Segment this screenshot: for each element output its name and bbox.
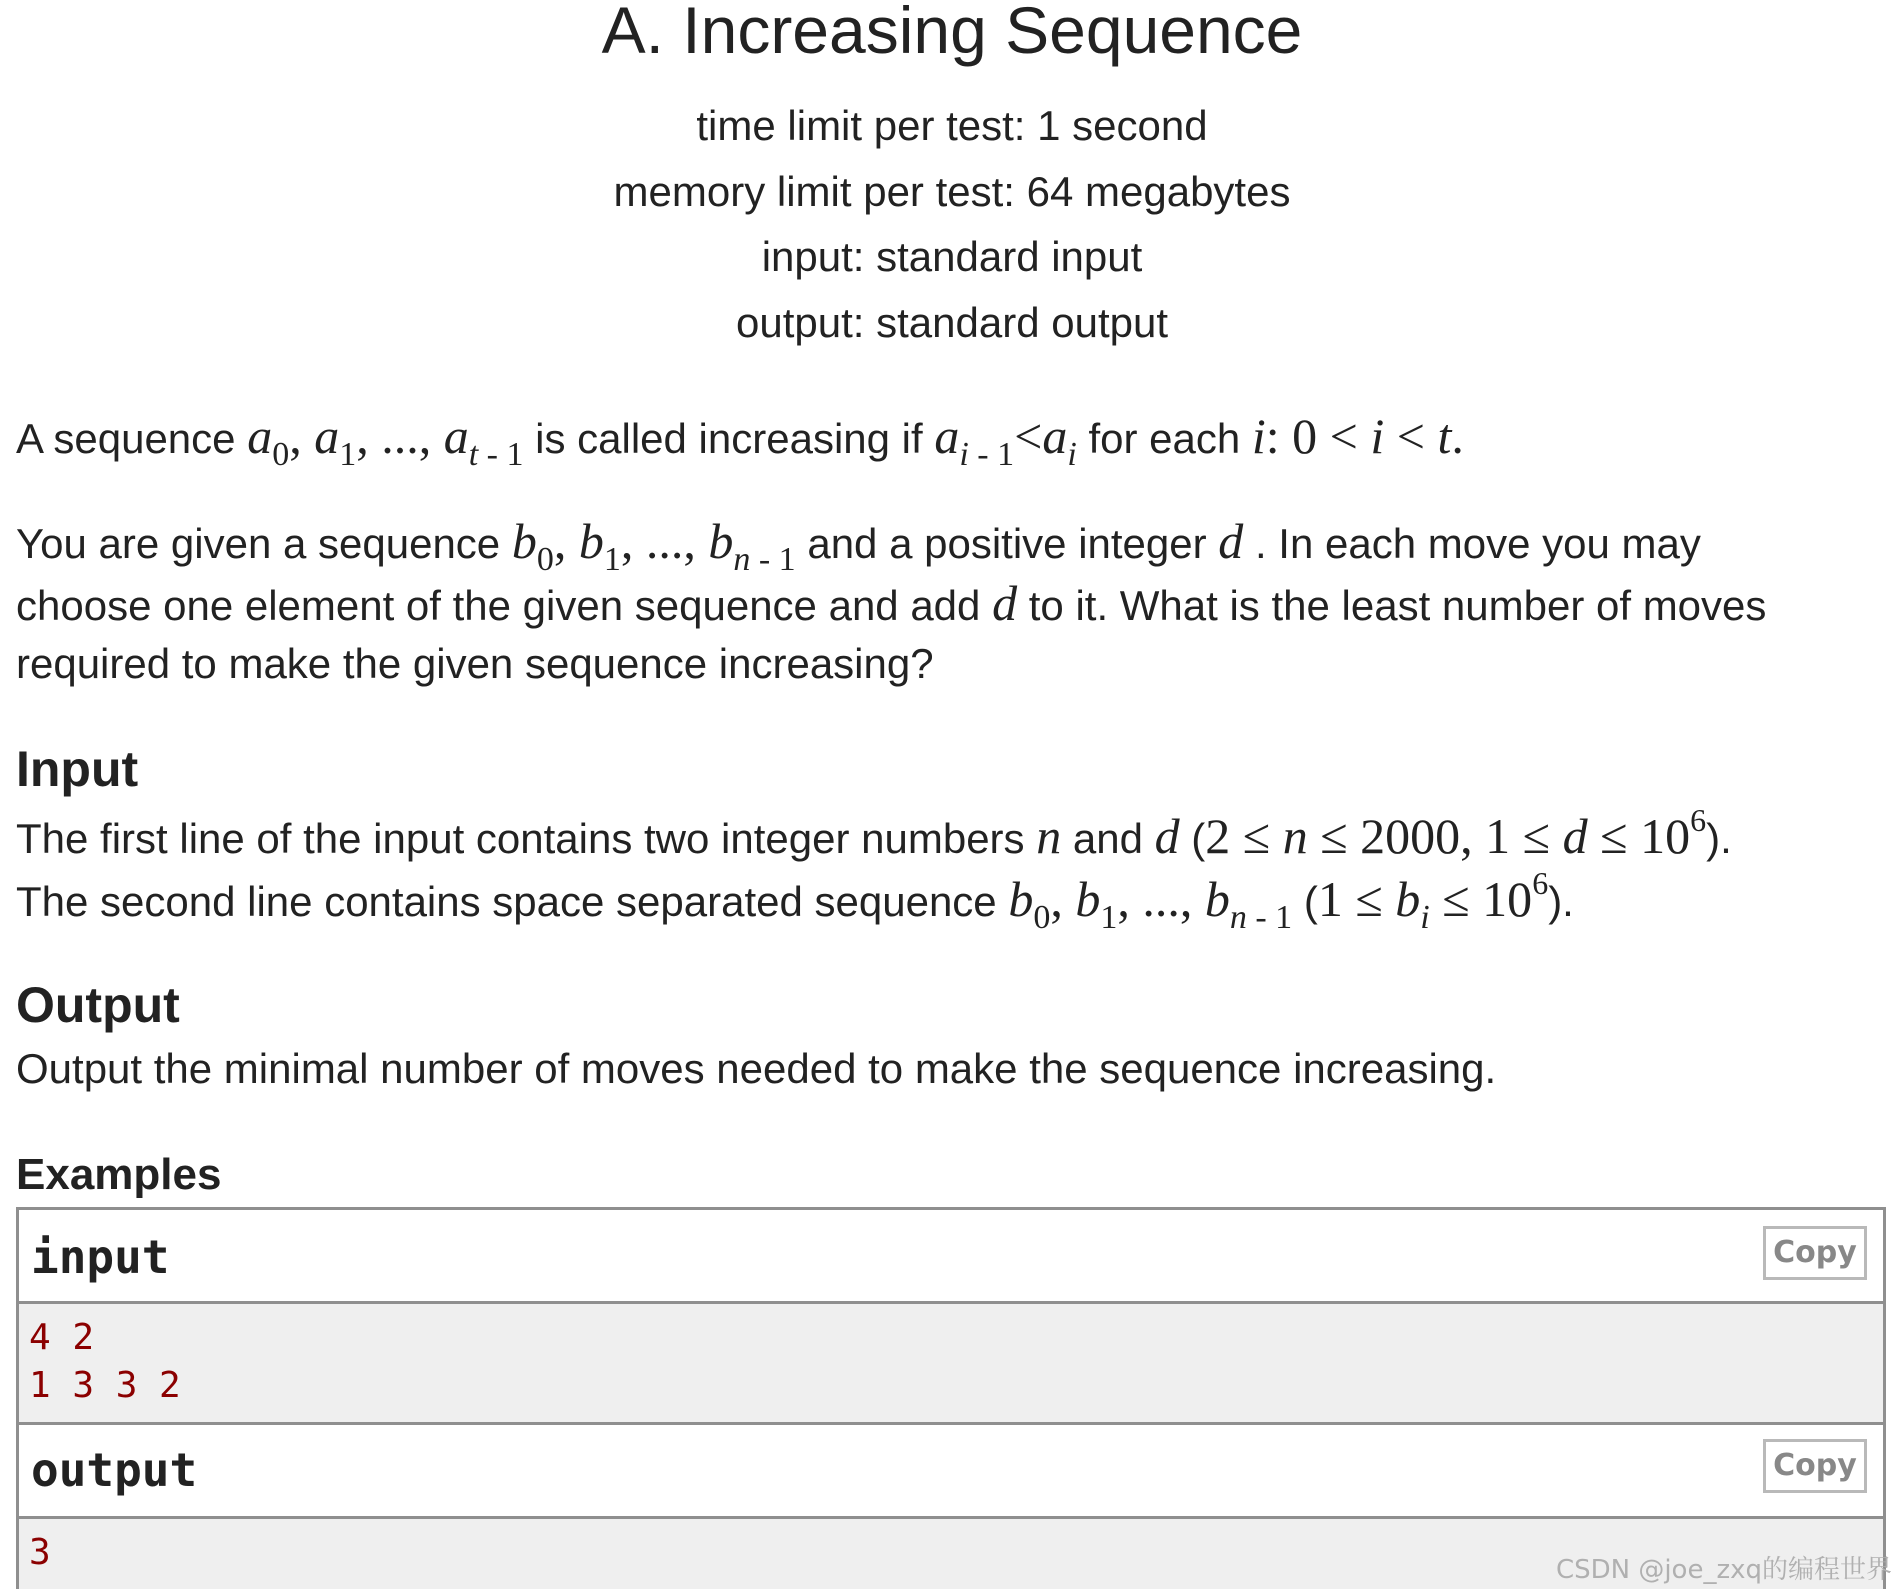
statement-paragraph-2 — [16, 510, 1876, 579]
output-spec: Output the minimal number of moves needed to make the sequence increasing. — [16, 1045, 1497, 1092]
statement-paragraph-2-line-2 — [16, 572, 1876, 637]
sample-input-header — [19, 1210, 1883, 1304]
statement-text: for each — [1088, 415, 1252, 462]
time-limit: time limit per test: 1 second — [696, 102, 1208, 149]
input-spec-text: ( — [1292, 878, 1318, 925]
sample-input-data[interactable]: 4 2 1 3 3 2 — [29, 1317, 181, 1406]
variable-d: d — [992, 575, 1018, 631]
constraints-formula: $1 \le b_i \le 10^6$ — [1317, 865, 1549, 936]
statement-text: . In each move you may — [1254, 520, 1701, 567]
sample-output-label: output — [31, 1443, 198, 1497]
sequence-b-formula: $b_0$, $b_1$, ..., $b_{n - 1}$ — [511, 513, 796, 578]
input-spec-line-1 — [16, 802, 1876, 873]
problem-title: A. Increasing Sequence — [601, 0, 1303, 67]
copy-output-button[interactable]: Copy — [1763, 1439, 1867, 1493]
variable-d: d — [1154, 808, 1180, 864]
input-spec-text: and — [1061, 815, 1155, 862]
sample-input-body — [19, 1304, 1883, 1422]
input-spec-text: The second line contains space separated sequence — [16, 878, 1009, 925]
output-file: output: standard output — [736, 299, 1168, 346]
copy-input-button[interactable]: Copy — [1763, 1226, 1867, 1280]
statement-paragraph-1 — [16, 405, 1876, 474]
index-range-formula: i: 0 < i < t. — [1251, 408, 1464, 464]
examples-box — [16, 1207, 1886, 1589]
statement-text: A sequence — [16, 415, 248, 462]
input-spec-text: ( — [1179, 815, 1206, 862]
sample-output-data[interactable]: 3 — [29, 1532, 51, 1573]
watermark: CSDN @joe_zxq的编程世界 — [1555, 1555, 1892, 1585]
input-spec-text: The first line of the input contains two integer numbers — [16, 815, 1037, 862]
input-file: input: standard input — [761, 233, 1143, 280]
input-spec-text: ). — [1548, 878, 1574, 925]
examples-title: Examples — [16, 1150, 222, 1199]
variable-n: n — [1036, 808, 1062, 864]
sequence-b-formula: $b_0$, $b_1$, ..., $b_{n - 1}$ — [1008, 871, 1293, 936]
input-spec-text: ). — [1706, 815, 1732, 862]
input-spec-line-2 — [16, 865, 1876, 937]
sample-output-header — [19, 1425, 1883, 1519]
sequence-a-formula: $a_0$, $a_1$, ..., $a_{t - 1}$ — [247, 408, 524, 473]
memory-limit: memory limit per test: 64 megabytes — [613, 168, 1291, 215]
input-section-title: Input — [16, 741, 139, 797]
constraints-formula: 2 ≤ n ≤ 2000, $1 \le d \le 10^6$ — [1205, 802, 1707, 864]
statement-text: is called increasing if — [535, 415, 935, 462]
sample-input-label: input — [31, 1230, 170, 1284]
increasing-condition-formula: $a_{i - 1}<a_i$ — [934, 408, 1077, 473]
output-section-title: Output — [16, 977, 180, 1033]
statement-text: choose one element of the given sequence and add — [16, 582, 993, 629]
variable-d: d — [1218, 513, 1244, 569]
statement-text: You are given a sequence — [16, 520, 512, 567]
statement-text: to it. What is the least number of moves — [1028, 582, 1767, 629]
statement-text: and a positive integer — [807, 520, 1219, 567]
statement-paragraph-2-line-3: required to make the given sequence increasing? — [16, 640, 934, 687]
